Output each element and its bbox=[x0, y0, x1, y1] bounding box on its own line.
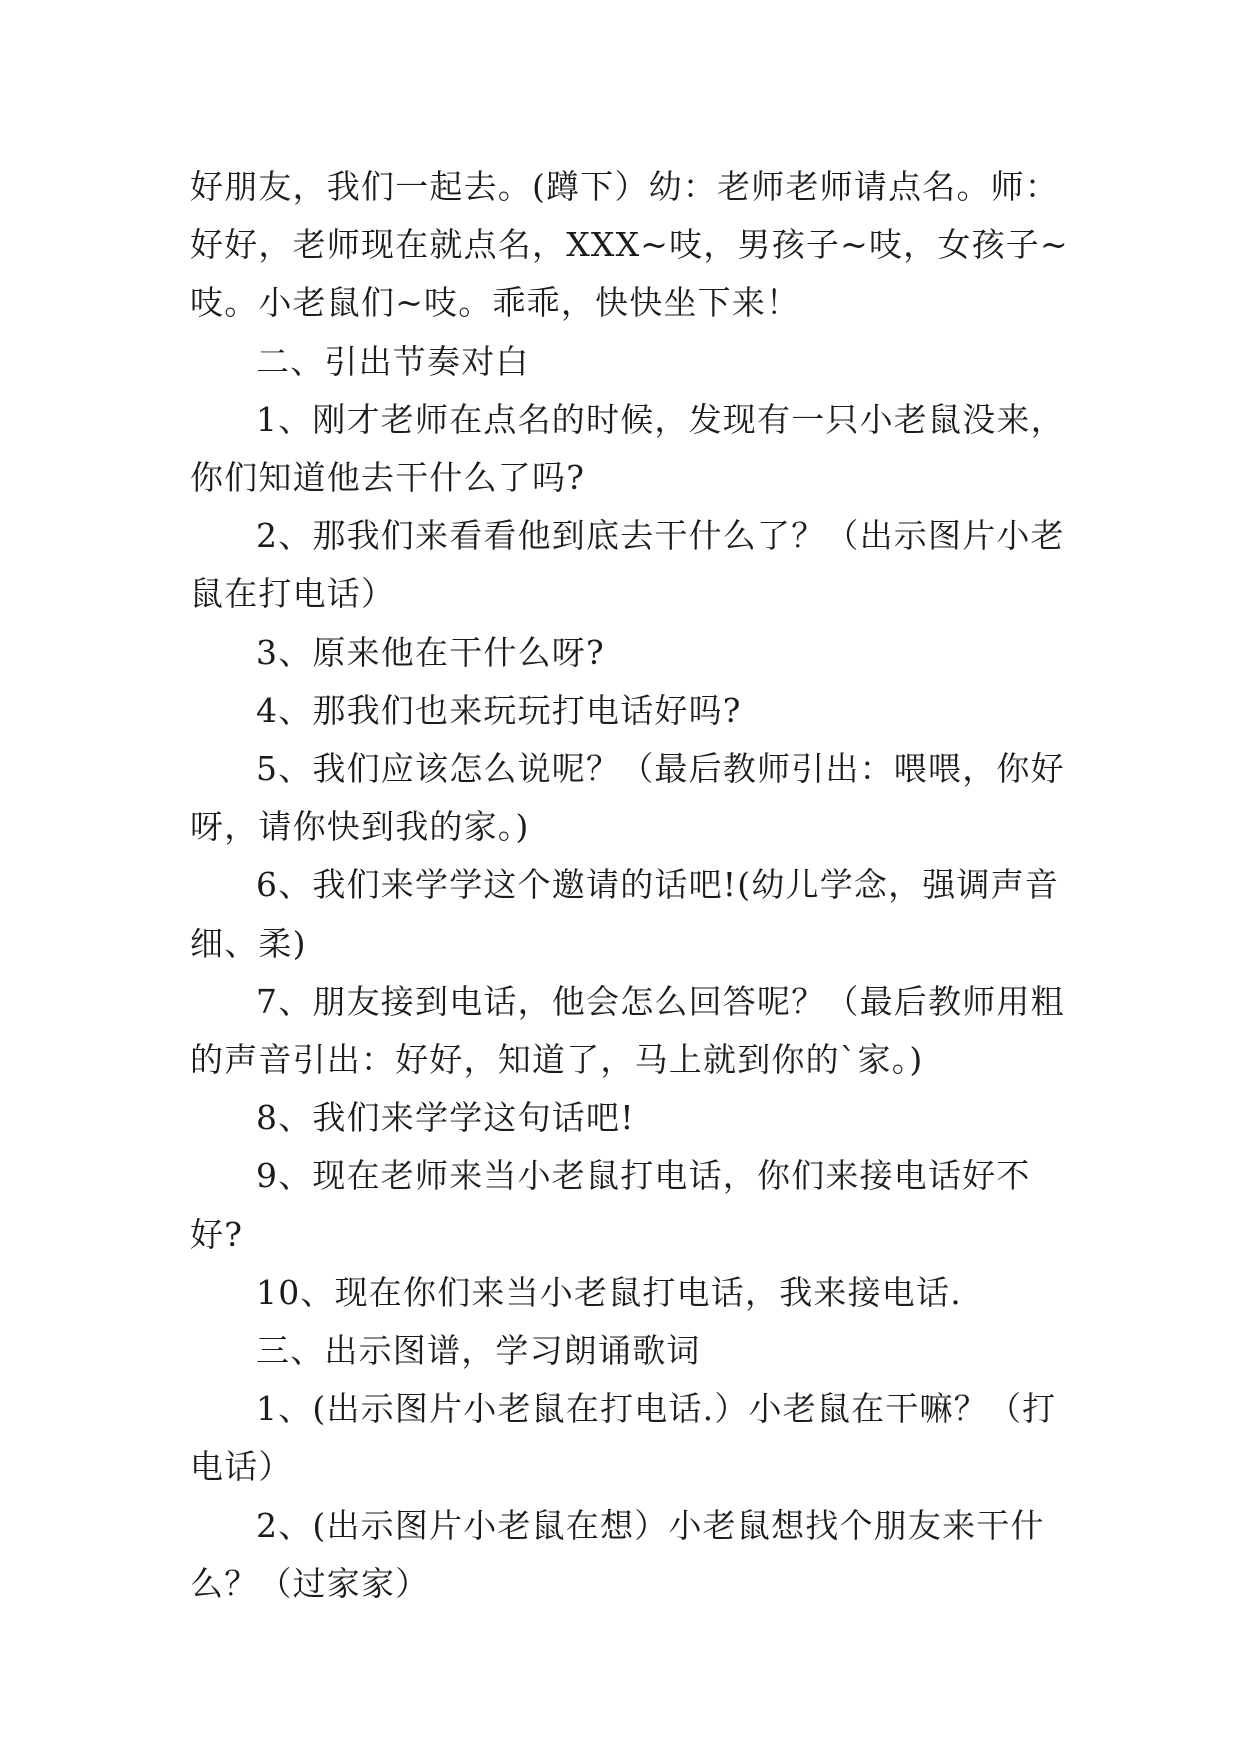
list-item-1: 1、刚才老师在点名的时候，发现有一只小老鼠没来，你们知道他去干什么了吗? bbox=[190, 399, 1065, 498]
list-item-3: 3、原来他在干什么呀? bbox=[256, 632, 605, 672]
list-item-7: 7、朋友接到电话，他会怎么回答呢？（最后教师用粗的声音引出：好好，知道了，马上就到你的`家。) bbox=[190, 981, 1065, 1080]
list-item-8: 8、我们来学学这句话吧! bbox=[256, 1098, 635, 1138]
list-item-9: 9、现在老师来当小老鼠打电话，你们来接电话好不好? bbox=[190, 1156, 1031, 1254]
list-item-10: 10、现在你们来当小老鼠打电话，我来接电话. bbox=[256, 1272, 962, 1312]
list-item-6: 6、我们来学学这个邀请的话吧!(幼儿学念，强调声音细、柔) bbox=[190, 865, 1060, 963]
list-item-4: 4、那我们也来玩玩打电话好吗? bbox=[256, 690, 742, 730]
list-item-2: 2、那我们来看看他到底去干什么了？（出示图片小老鼠在打电话） bbox=[190, 516, 1065, 614]
section-heading-3: 三、出示图谱，学习朗诵歌词 bbox=[256, 1331, 701, 1371]
paragraph-1: 好朋友，我们一起去。(蹲下）幼：老师老师请点名。师：好好，老师现在就点名，XXX~吱，男孩子~吱，女孩子~吱。小老鼠们~吱。乖乖，快快坐下来！ bbox=[190, 167, 1069, 323]
document-body bbox=[190, 158, 1070, 1613]
list-item-5: 5、我们应该怎么说呢？（最后教师引出：喂喂，你好呀，请你快到我的家。) bbox=[190, 749, 1065, 847]
list-item-11: 1、(出示图片小老鼠在打电话.）小老鼠在干嘛？（打电话） bbox=[190, 1389, 1057, 1487]
section-heading-2: 二、引出节奏对白 bbox=[256, 341, 530, 381]
list-item-12: 2、(出示图片小老鼠在想）小老鼠想找个朋友来干什么？（过家家） bbox=[190, 1505, 1045, 1603]
